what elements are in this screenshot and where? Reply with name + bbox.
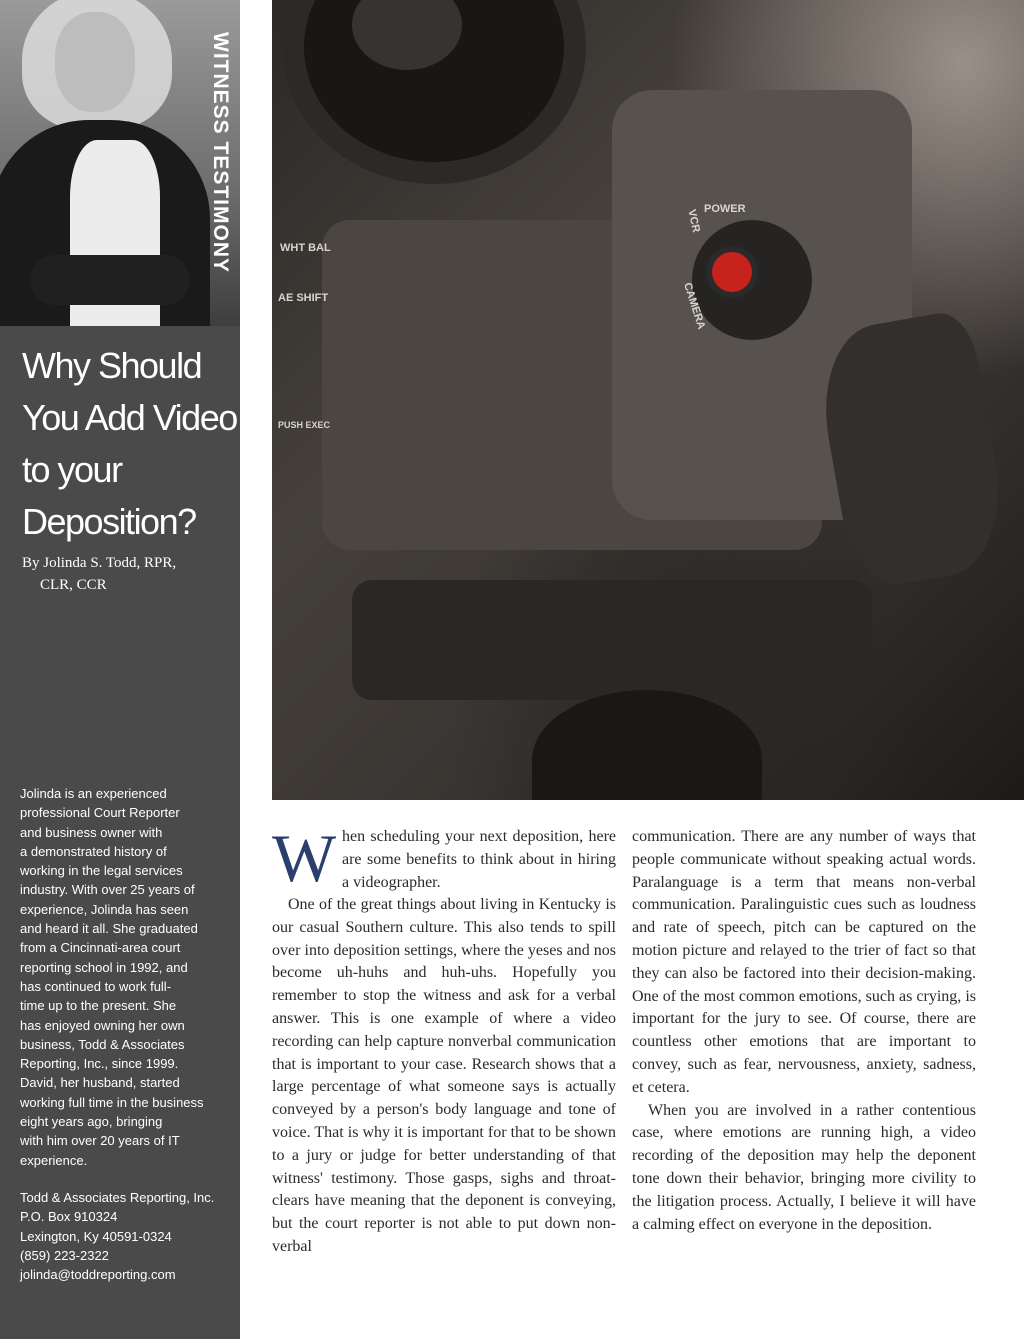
camera-label: CAMERA [680,281,708,331]
section-label: WITNESS TESTIMONY [209,32,232,274]
vcr-label: VCR [685,208,702,234]
bio-line: working full time in the business [20,1094,204,1110]
bio-line: and heard it all. She graduated [20,921,198,937]
bio-line: time up to the present. She [20,998,177,1014]
body-paragraph: communication. There are any number of ways that people communicate without speaking actual words. Paralanguage is a term that means non-verbal communication. Paralinguistic cues such as loudness and rate of speech, pitch can be captured on the motion picture and relayed to the trier of fact so that they can also be factored into their decision-making. One of the most common emotions, such as crying, is important for the jury to see. Of course, there are countless other emotions that are important to convey, such as fear, nervousness, anxiety, sadness, et cetera. [632,828,976,1096]
bio-line: Jolinda is an experienced [20,786,167,801]
bio-line: working in the legal services [20,863,183,879]
contact-email: jolinda@toddreporting.com [20,1267,176,1283]
contact-po-box: P.O. Box 910324 [20,1209,118,1225]
portrait-arms [30,255,190,305]
portrait-face [55,12,135,112]
byline-name: By Jolinda S. Todd, RPR, [22,555,177,571]
ae-shift-label: AE SHIFT [278,292,329,304]
body-paragraph: When you are involved in a rather contentious case, where emotions are running high, a video recording of the deposition may help the deponent tone down their behavior, bringing more civility to the litigation process. Actually, I believe it will have a calming effect on everyone in the deposition. [632,1101,976,1233]
author-portrait [0,0,240,326]
bio-line: Reporting, Inc., since 1999. [20,1056,179,1072]
body-paragraph: One of the great things about living in Kentucky is our casual Southern culture. This also tends to spill over into deposition settings, where the yeses and nos become uh-huhs and huh-uhs. Hopefully you remember to stop the witness and ask for a verbal answer. This is one example of where a video recording can help capture nonverbal communication that is important to your case. Research shows that a large percentage of what someone says is actually conveyed by a person's body language and tone of voice. That is why it is important for that to be shown to a jury or judge for better understanding of that witness' testimony. Those gasps, sighs and throat-clears have meaning that the deponent is conveying, but the court reporter is not able to put down non-verbal [272,896,616,1255]
bio-line: from a Cincinnati-area court [20,940,181,956]
tripod-head [532,690,762,800]
camera-photo [272,0,1024,800]
bio-line: experience. [20,1152,88,1168]
author-bio [20,784,225,1170]
bio-line: David, her husband, started [20,1075,180,1091]
sidebar [0,0,240,1339]
byline-credentials: CLR, CCR [40,577,107,593]
bio-line: industry. With over 25 years of [20,882,195,898]
bio-line: has continued to work full- [20,978,172,994]
camera-hand-strap [811,308,1014,592]
wht-bal-label: WHT BAL [280,242,331,254]
contact-company: Todd & Associates Reporting, Inc. [20,1190,215,1205]
article-column-left [272,820,616,1259]
drop-cap: W [272,820,337,896]
article-column-right [632,826,976,1236]
article-title: Why Should You Add Video to your Deposition? [22,345,237,542]
bio-line: experience, Jolinda has seen [20,901,189,917]
bio-line: eight years ago, bringing [20,1114,163,1130]
bio-line: professional Court Reporter [20,805,180,821]
record-button-icon [712,252,752,292]
bio-line: business, Todd & Associates [20,1036,185,1052]
bio-line: with him over 20 years of IT [20,1133,180,1149]
contact-city: Lexington, Ky 40591-0324 [20,1228,172,1244]
bio-line: a demonstrated history of [20,843,167,859]
contact-phone: (859) 223-2322 [20,1247,109,1263]
lead-block [272,820,616,896]
tripod-plate [352,580,872,700]
power-label: POWER [704,203,746,215]
bio-line: and business owner with [20,824,163,840]
bio-line: reporting school in 1992, and [20,959,188,975]
byline [22,552,222,596]
contact-block [20,1188,235,1284]
lead-paragraph: hen scheduling your next deposition, here are some benefits to think about in hiring a videographer. [342,828,616,891]
push-exec-label: PUSH EXEC [278,420,331,430]
camera-dial [692,220,812,340]
bio-line: has enjoyed owning her own [20,1017,185,1033]
